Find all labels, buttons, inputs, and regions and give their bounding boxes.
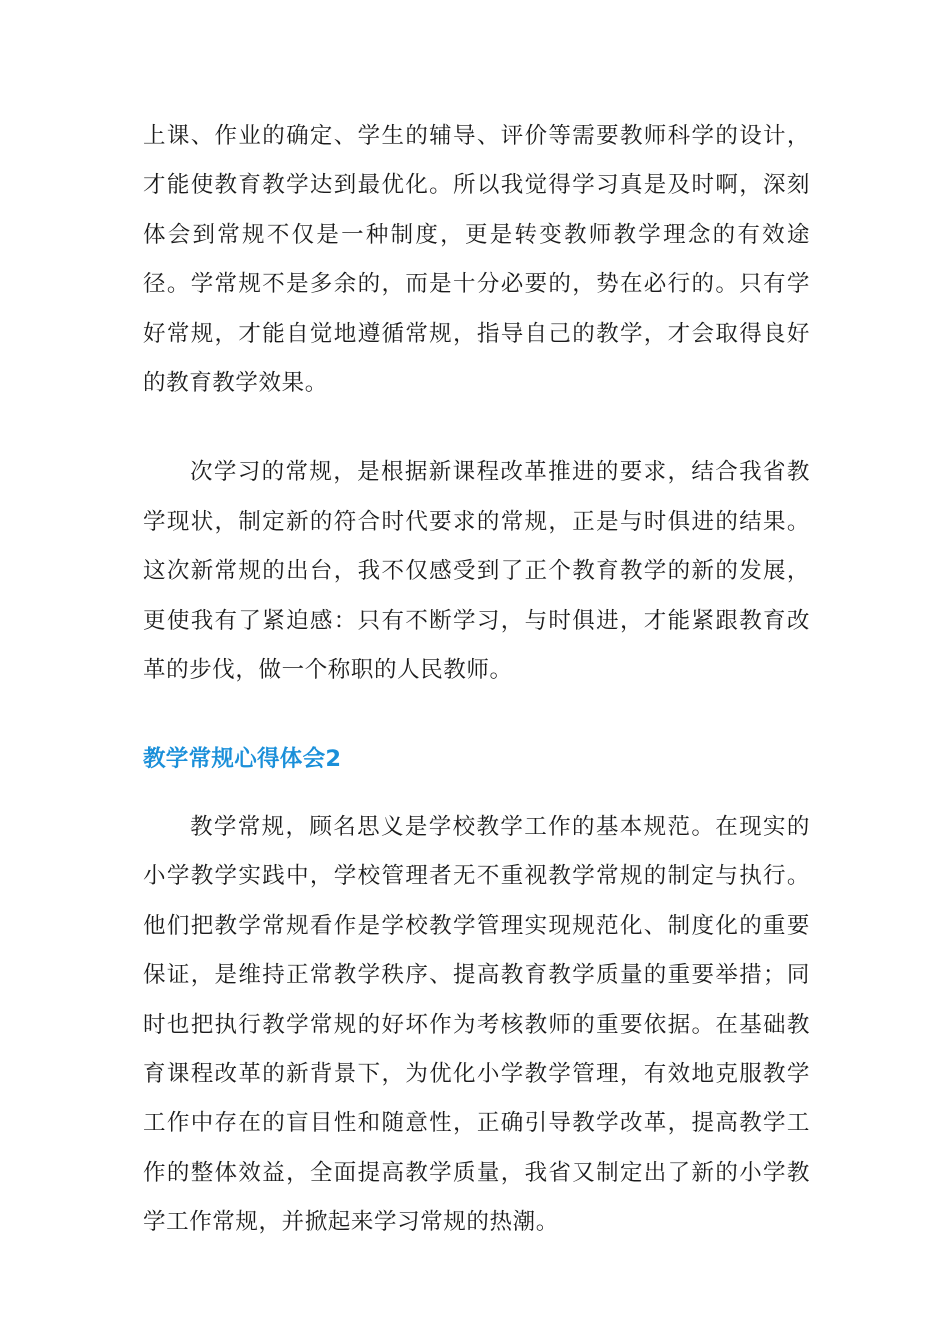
paragraph-1: 上课、作业的确定、学生的辅导、评价等需要教师科学的设计，才能使教育教学达到最优化。所以我觉得学习真是及时啊，深刻体会到常规不仅是一种制度，更是转变教师教学理念的有效途径。学常规不是多余的，而是十分必要的，势在必行的。只有学好常规，才能自觉地遵循常规，指导自己的教学，才会取得良好的教育教学效果。 [143,123,810,397]
section-heading: 教学常规心得体会2 [143,746,342,773]
paragraph-spacer [143,695,810,735]
document-page [143,112,810,1248]
paragraph-spacer [143,785,810,803]
paragraph-spacer [143,408,810,448]
paragraph-2: 次学习的常规，是根据新课程改革推进的要求，结合我省教学现状，制定新的符合时代要求的常规，正是与时俱进的结果。这次新常规的出台，我不仅感受到了正个教育教学的新的发展，更使我有了紧迫感：只有不断学习，与时俱进，才能紧跟教育改革的步伐，做一个称职的人民教师。 [143,459,810,684]
paragraph-3: 教学常规，顾名思义是学校教学工作的基本规范。在现实的小学教学实践中，学校管理者无不重视教学常规的制定与执行。他们把教学常规看作是学校教学管理实现规范化、制度化的重要保证，是维持正常教学秩序、提高教育教学质量的重要举措；同时也把执行教学常规的好坏作为考核教师的重要依据。在基础教育课程改革的新背景下，为优化小学教学管理，有效地克服教学工作中存在的盲目性和随意性，正确引导教学改革，提高教学工作的整体效益，全面提高教学质量，我省又制定出了新的小学教学工作常规，并掀起来学习常规的热潮。 [143,813,810,1236]
